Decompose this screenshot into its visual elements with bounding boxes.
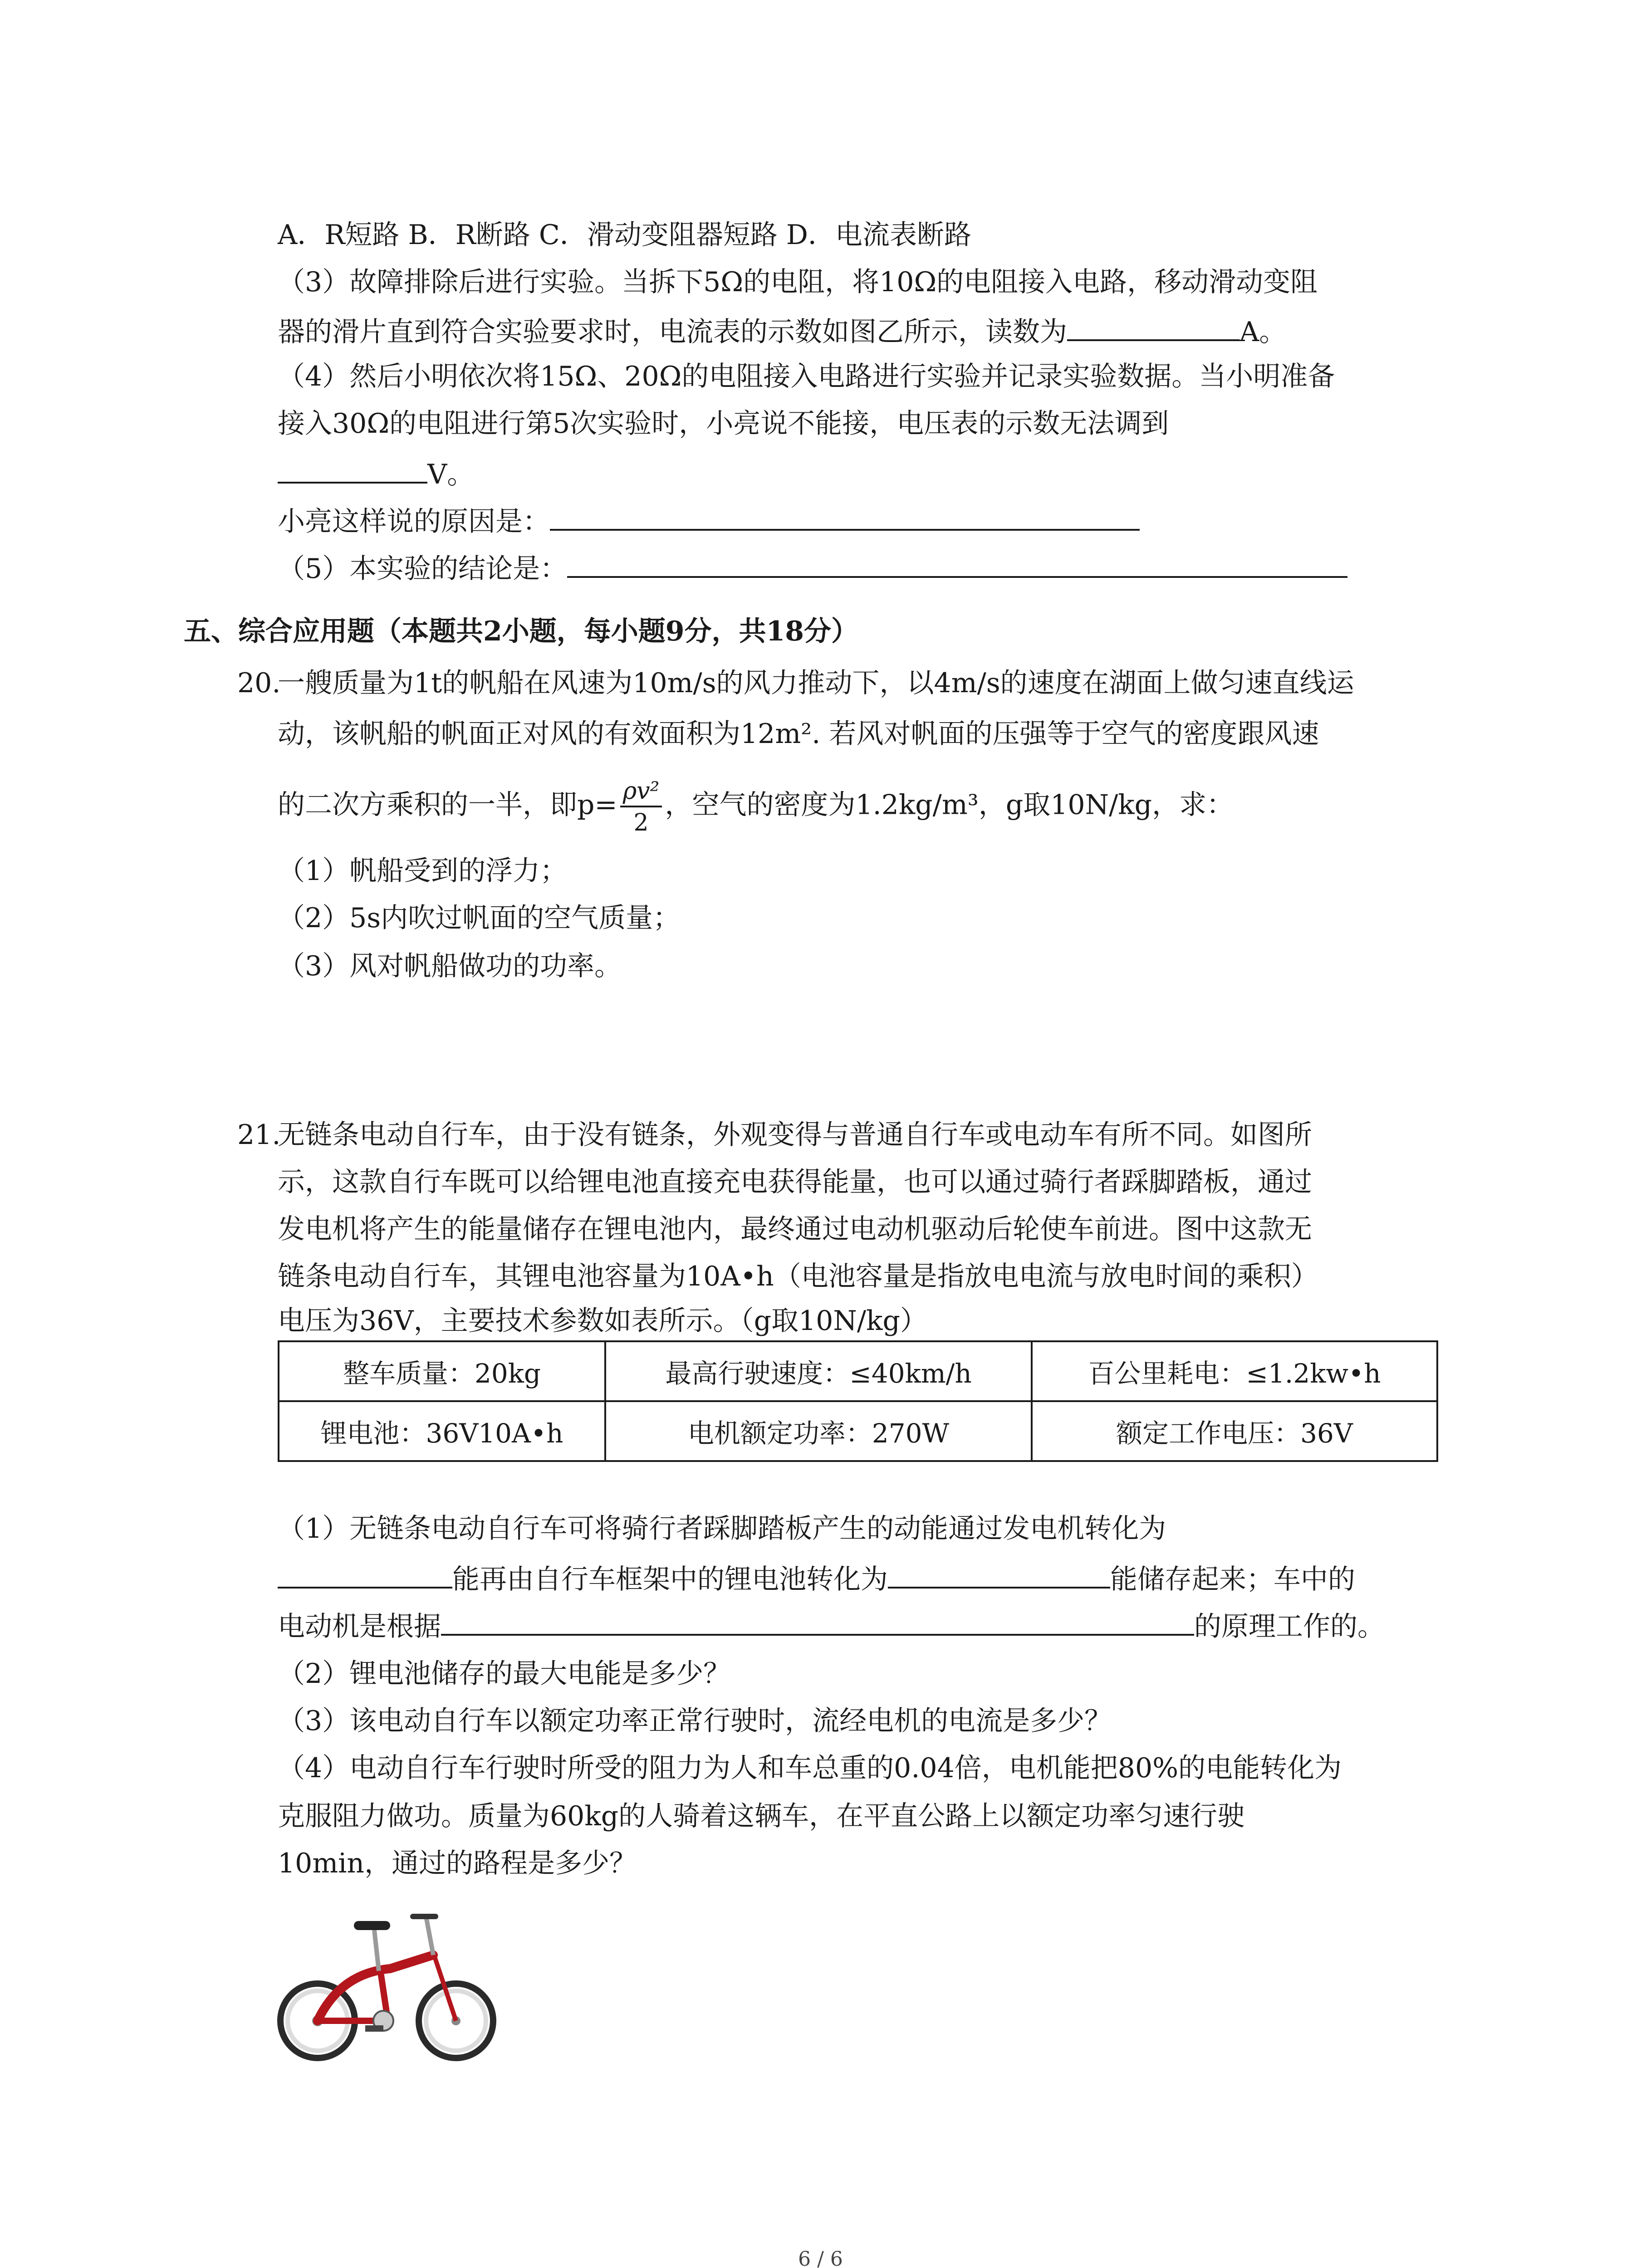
chainless-ebike-image	[272, 1898, 499, 2062]
q20-sub2: （2）5s内吹过帆面的空气质量；	[278, 902, 681, 934]
q19-options: A．R短路 B．R断路 C．滑动变阻器短路 D．电流表断路	[278, 219, 972, 251]
q21-motor-label: 电动机是根据	[278, 1611, 441, 1642]
q19-part3-line2	[278, 311, 1286, 350]
formula-numerator: ρv²	[620, 779, 662, 807]
q21-energy-blank-2[interactable]	[888, 1559, 1110, 1589]
q19-conclusion-blank[interactable]	[567, 548, 1347, 578]
q19-conclusion-label: （5）本实验的结论是：	[278, 553, 568, 585]
q20-sub3: （3）风对帆船做功的功率。	[278, 950, 622, 982]
q21-sub2: （2）锂电池储存的最大电能是多少？	[278, 1658, 731, 1690]
q21-motor-end: 的原理工作的。	[1194, 1611, 1385, 1642]
q20-line3-pre: 的二次方乘积的一半，即p=	[278, 789, 617, 821]
q21-line2: 示，这款自行车既可以给锂电池直接充电获得能量，也可以通过骑行者踩脚踏板，通过	[278, 1166, 1312, 1198]
pressure-formula	[620, 779, 662, 835]
section-heading: 五、综合应用题（本题共2小题，每小题9分，共18分）	[184, 616, 858, 647]
table-cell: 最高行驶速度：≤40km/h	[605, 1341, 1032, 1401]
q19-voltage-unit: V。	[427, 459, 475, 490]
q21-sub1-line2	[278, 1559, 1355, 1598]
table-cell: 电机额定功率：270W	[605, 1401, 1032, 1461]
q19-reason-label: 小亮这样说的原因是：	[278, 506, 550, 538]
table-cell: 百公里耗电：≤1.2kw•h	[1032, 1341, 1437, 1401]
q21-sub4-line3: 10min，通过的路程是多少？	[278, 1848, 637, 1879]
q19-part4-line3	[278, 454, 474, 493]
q19-part3-text: 器的滑片直到符合实验要求时，电流表的示数如图乙所示，读数为	[278, 316, 1067, 348]
q21-principle-blank[interactable]	[441, 1606, 1194, 1636]
formula-denominator: 2	[633, 809, 649, 836]
table-cell: 整车质量：20kg	[279, 1341, 605, 1401]
q21-number: 21.	[237, 1119, 281, 1151]
table-row	[279, 1341, 1437, 1401]
table-cell: 锂电池：36V10A•h	[279, 1401, 605, 1461]
q19-reason-blank[interactable]	[550, 501, 1140, 531]
q20-number: 20.	[237, 667, 281, 699]
q21-sub3: （3）该电动自行车以额定功率正常行驶时，流经电机的电流是多少？	[278, 1705, 1112, 1737]
q20-sub1: （1）帆船受到的浮力；	[278, 855, 568, 887]
q21-sub1-end: 能储存起来；车中的	[1110, 1564, 1355, 1595]
q21-line5: 电压为36V，主要技术参数如表所示。（g取10N/kg）	[278, 1305, 927, 1337]
spec-table	[278, 1340, 1438, 1462]
q19-current-blank[interactable]	[1067, 311, 1239, 341]
table-row	[279, 1401, 1437, 1461]
q19-voltage-blank[interactable]	[278, 454, 427, 484]
q21-sub1-mid: 能再由自行车框架中的锂电池转化为	[452, 1564, 888, 1595]
q21-sub4-line2: 克服阻力做功。质量为60kg的人骑着这辆车，在平直公路上以额定功率匀速行驶	[278, 1800, 1245, 1832]
q20-line2: 动，该帆船的帆面正对风的有效面积为12m². 若风对帆面的压强等于空气的密度跟风速	[278, 718, 1319, 750]
q21-energy-blank-1[interactable]	[278, 1559, 452, 1589]
q21-sub4-line1: （4）电动自行车行驶时所受的阻力为人和车总重的0.04倍，电机能把80%的电能转化为	[278, 1752, 1342, 1784]
q19-part4-line2: 接入30Ω的电阻进行第5次实验时，小亮说不能接，电压表的示数无法调到	[278, 408, 1169, 440]
q19-conclusion-line	[278, 548, 1347, 587]
q20-line3	[278, 779, 1234, 835]
table-cell: 额定工作电压：36V	[1032, 1401, 1437, 1461]
q20-line1: 一艘质量为1t的帆船在风速为10m/s的风力推动下，以4m/s的速度在湖面上做匀速直线运	[278, 667, 1354, 699]
q21-sub1-line3	[278, 1606, 1385, 1645]
q21-line4: 链条电动自行车，其锂电池容量为10A•h（电池容量是指放电电流与放电时间的乘积）	[278, 1261, 1318, 1292]
q21-sub1-line1: （1）无链条电动自行车可将骑行者踩脚踏板产生的动能通过发电机转化为	[278, 1513, 1166, 1545]
page-number: 6 / 6	[798, 2248, 843, 2268]
q21-line1: 无链条电动自行车，由于没有链条，外观变得与普通自行车或电动车有所不同。如图所	[278, 1119, 1312, 1151]
q19-current-unit: A。	[1239, 316, 1287, 348]
bike-frame	[318, 1916, 456, 2032]
q19-part4-line1: （4）然后小明依次将15Ω、20Ω的电阻接入电路进行实验并记录实验数据。当小明准备	[278, 361, 1335, 392]
q20-line3-post: ，空气的密度为1.2kg/m³，g取10N/kg，求：	[665, 789, 1234, 821]
q21-line3: 发电机将产生的能量储存在锂电池内，最终通过电动机驱动后轮使车前进。图中这款无	[278, 1213, 1312, 1245]
q19-reason-line	[278, 501, 1140, 540]
q19-part3-line1: （3）故障排除后进行实验。当拆下5Ω的电阻，将10Ω的电阻接入电路，移动滑动变阻	[278, 266, 1318, 298]
